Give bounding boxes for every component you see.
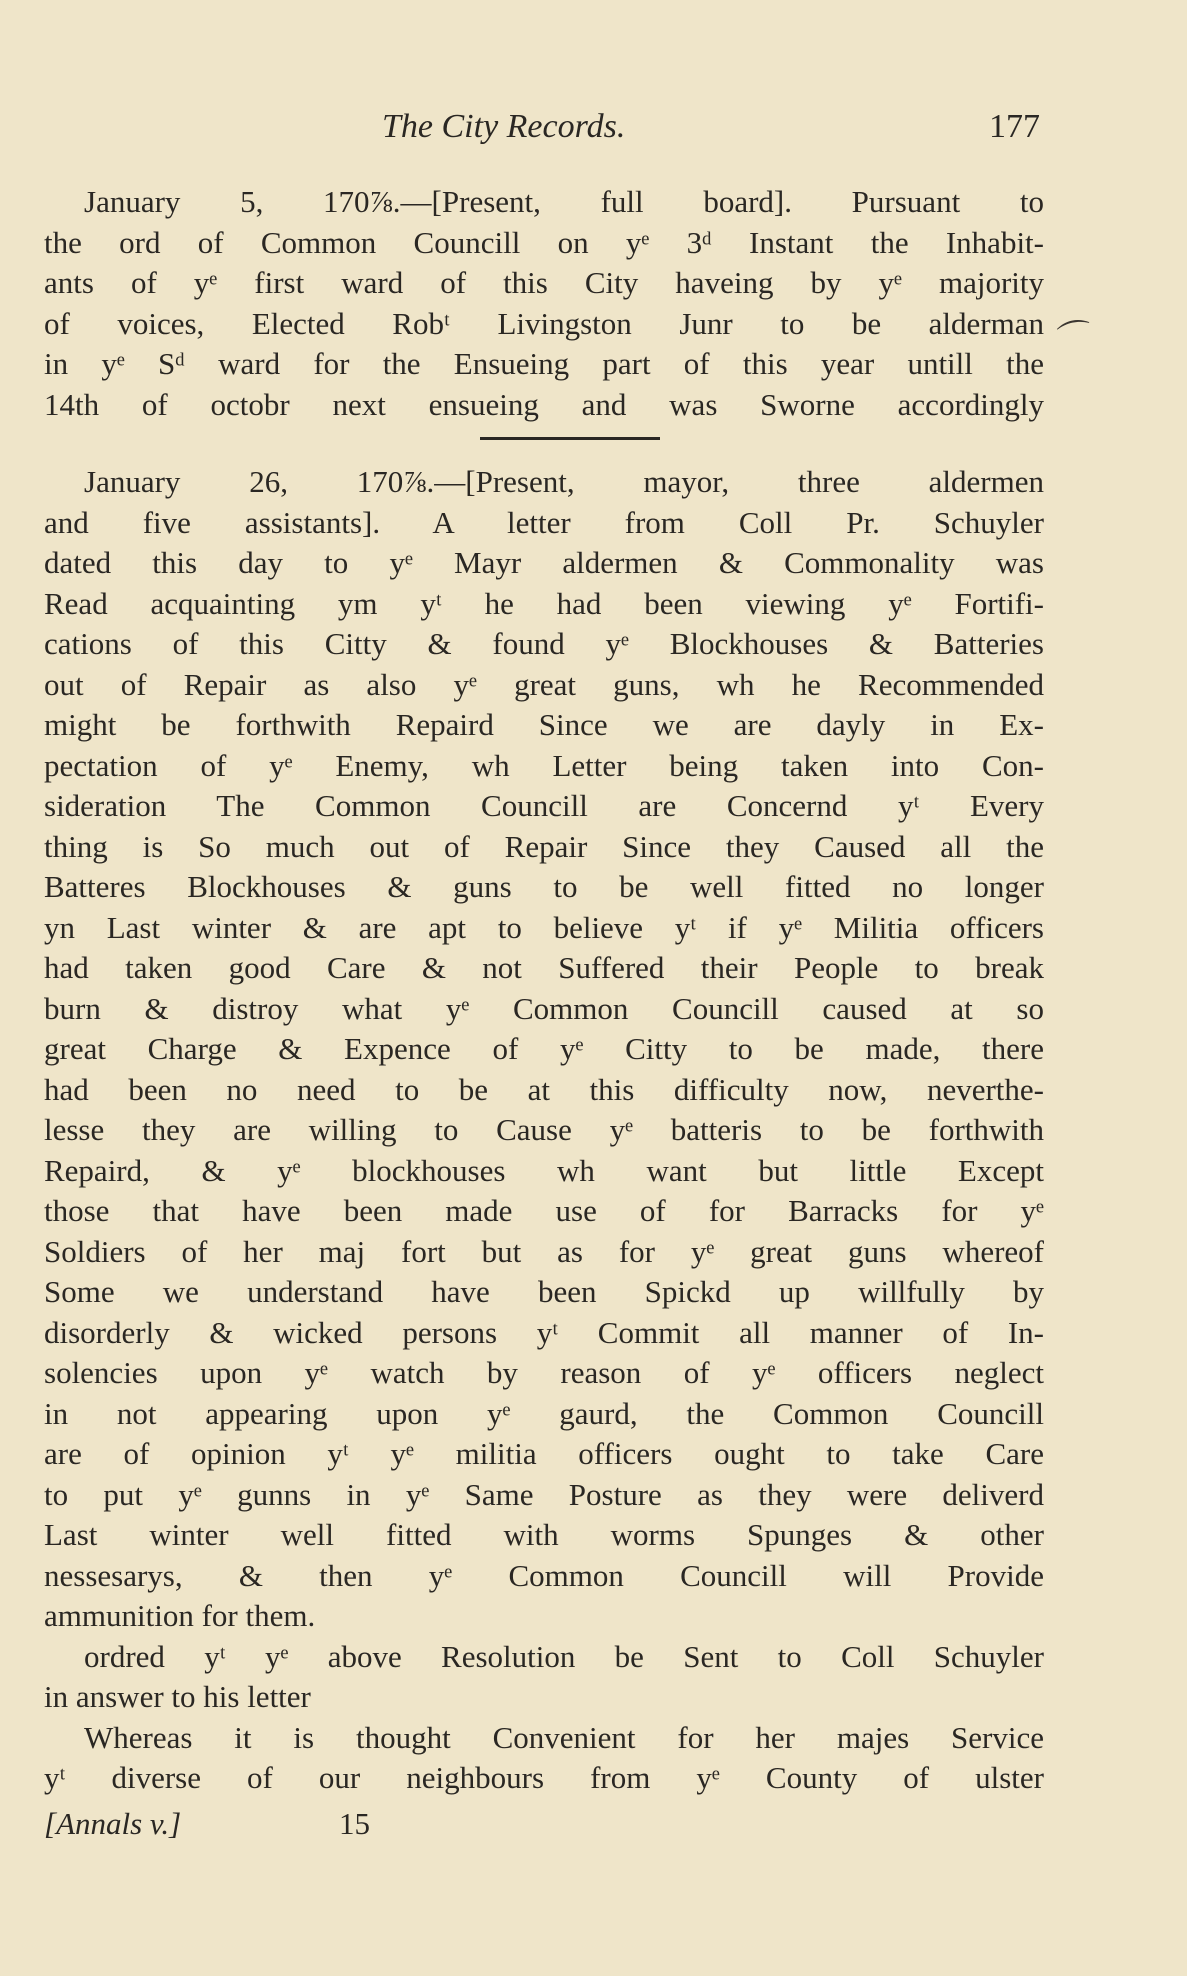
- signature-mark: [Annals v.]: [44, 1806, 182, 1841]
- text-line: burn & distroy what yᵉ Common Councill caused at so: [44, 990, 1044, 1026]
- text-line: 14th of octobr next ensueing and was Sworne accordingly: [44, 386, 1044, 422]
- text-line: yn Last winter & are apt to believe yᵗ if yᵉ Militia officers: [44, 909, 1044, 945]
- text-line: had been no need to be at this difficulty now, neverthe-: [44, 1071, 1044, 1107]
- text-line: and five assistants]. A letter from Coll Pr. Schuyler: [44, 504, 1044, 540]
- margin-annotation-mark: ⌒: [1055, 316, 1097, 361]
- text-line: ordred yᵗ yᵉ above Resolution be Sent to Coll Schuyler: [84, 1638, 1044, 1674]
- text-line: in answer to his letter: [44, 1679, 311, 1714]
- text-line: Soldiers of her maj fort but as for yᵉ great guns whereof: [44, 1233, 1044, 1269]
- text-line: might be forthwith Repaird Since we are dayly in Ex-: [44, 707, 1044, 742]
- signature-line: [44, 1806, 464, 1842]
- text-line: sideration The Common Councill are Concernd yᵗ Every: [44, 788, 1044, 823]
- section-divider: [480, 437, 660, 440]
- text-line: Read acquainting ym yᵗ he had been viewing yᵉ Fortifi-: [44, 585, 1044, 621]
- text-line: great Charge & Expence of yᵉ Citty to be made, there: [44, 1031, 1044, 1066]
- text-line: ammunition for them.: [44, 1598, 316, 1633]
- text-line: dated this day to yᵉ Mayr aldermen & Commonality was: [44, 545, 1044, 580]
- text-line: January 26, 170⅞.—[Present, mayor, three aldermen: [84, 464, 1044, 499]
- text-line: Some we understand have been Spickd up willfully by: [44, 1274, 1044, 1309]
- text-line: are of opinion yᵗ yᵉ militia officers ought to take Care: [44, 1436, 1044, 1471]
- text-line: those that have been made use of for Barracks for yᵉ: [44, 1193, 1044, 1228]
- running-head: [60, 108, 1040, 148]
- text-line: of voices, Elected Robᵗ Livingston Junr to be alderman: [44, 305, 1044, 341]
- text-line: cations of this Citty & found yᵉ Blockhouses & Batteries: [44, 626, 1044, 661]
- page-number: 177: [989, 108, 1040, 145]
- text-line: the ord of Common Councill on yᵉ 3ᵈ Instant the Inhabit-: [44, 224, 1044, 260]
- text-line: solencies upon yᵉ watch by reason of yᵉ officers neglect: [44, 1355, 1044, 1390]
- entry-january-26: [44, 462, 1044, 1637]
- text-line: January 5, 170⅞.—[Present, full board]. Pursuant to: [84, 184, 1044, 219]
- text-line: Repaird, & yᵉ blockhouses wh want but little Except: [44, 1152, 1044, 1188]
- text-line: Whereas it is thought Convenient for her majes Service: [84, 1719, 1044, 1755]
- text-line: ants of yᵉ first ward of this City haveing by yᵉ majority: [44, 265, 1044, 300]
- entry-order: [44, 1637, 1044, 1718]
- entry-whereas: [44, 1718, 1044, 1799]
- text-line: Last winter well fitted with worms Spunges & other: [44, 1517, 1044, 1552]
- text-line: in yᵉ Sᵈ ward for the Ensueing part of this year untill the: [44, 346, 1044, 381]
- signature-number: 15: [339, 1806, 370, 1841]
- text-line: in not appearing upon yᵉ gaurd, the Common Councill: [44, 1395, 1044, 1431]
- text-line: Batteres Blockhouses & guns to be well fitted no longer: [44, 869, 1044, 904]
- entry-january-5: [44, 182, 1044, 425]
- running-title: The City Records.: [382, 108, 626, 145]
- text-line: yᵗ diverse of our neighbours from yᵉ County of ulster: [44, 1760, 1044, 1795]
- text-line: pectation of yᵉ Enemy, wh Letter being taken into Con-: [44, 747, 1044, 783]
- text-line: had taken good Care & not Suffered their People to break: [44, 950, 1044, 985]
- text-line: nessesarys, & then yᵉ Common Councill will Provide: [44, 1557, 1044, 1593]
- text-line: out of Repair as also yᵉ great guns, wh he Recommended: [44, 666, 1044, 702]
- text-line: to put yᵉ gunns in yᵉ Same Posture as they were deliverd: [44, 1476, 1044, 1512]
- text-line: thing is So much out of Repair Since they Caused all the: [44, 828, 1044, 864]
- text-line: disorderly & wicked persons yᵗ Commit all manner of In-: [44, 1314, 1044, 1350]
- text-line: lesse they are willing to Cause yᵉ batteris to be forthwith: [44, 1112, 1044, 1147]
- body-text: [44, 182, 1044, 1799]
